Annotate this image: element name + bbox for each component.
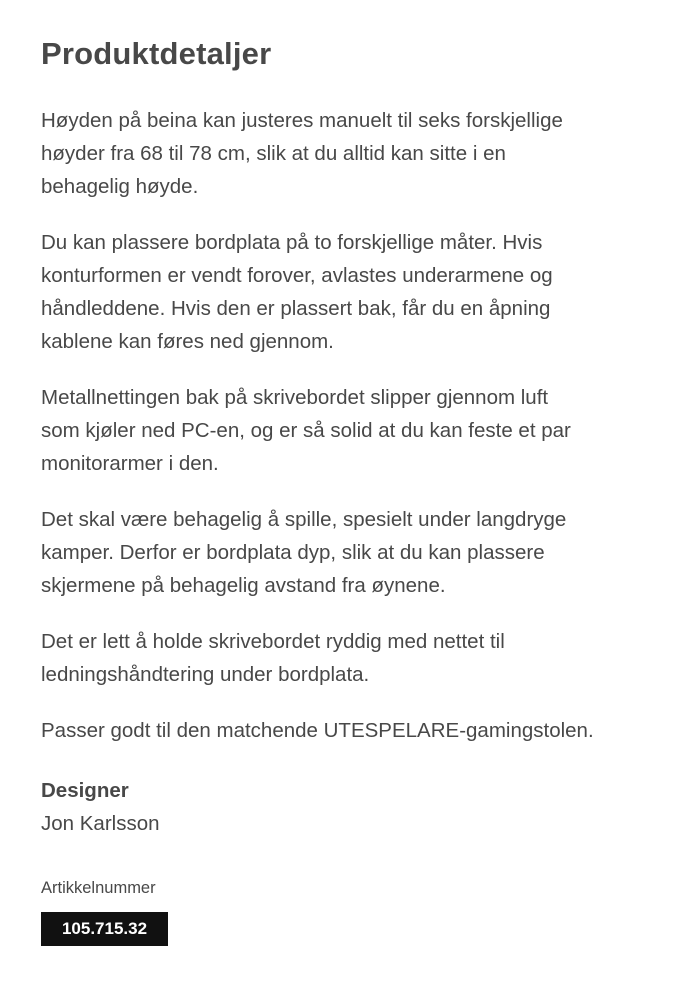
description-paragraph xyxy=(41,714,594,747)
paragraph-line: kamper. Derfor er bordplata dyp, slik at du kan plassere xyxy=(41,541,545,564)
designer-name: Jon Karlsson xyxy=(41,812,160,835)
paragraph-line: ledningshåndtering under bordplata. xyxy=(41,663,370,686)
description-paragraph xyxy=(41,503,594,602)
paragraph-line: Passer godt til den matchende UTESPELARE-gamingstolen. xyxy=(41,719,594,742)
description-paragraph xyxy=(41,226,594,358)
paragraph-line: monitorarmer i den. xyxy=(41,452,219,475)
paragraph-line: som kjøler ned PC-en, og er så solid at du kan feste et par xyxy=(41,419,571,442)
paragraph-line: høyder fra 68 til 78 cm, slik at du alltid kan sitte i en xyxy=(41,142,506,165)
paragraph-line: skjermene på behagelig avstand fra øynene. xyxy=(41,574,446,597)
description-paragraph xyxy=(41,625,594,691)
paragraph-line: konturformen er vendt forover, avlastes underarmene og xyxy=(41,264,553,287)
paragraph-line: Høyden på beina kan justeres manuelt til seks forskjellige xyxy=(41,109,563,132)
designer-label: Designer xyxy=(41,779,129,802)
page-title: Produktdetaljer xyxy=(41,36,272,71)
paragraph-line: Det er lett å holde skrivebordet ryddig med nettet til xyxy=(41,630,505,653)
article-number-badge: 105.715.32 xyxy=(41,912,168,946)
description-paragraph xyxy=(41,104,594,203)
paragraph-line: kablene kan føres ned gjennom. xyxy=(41,330,334,353)
paragraph-line: håndleddene. Hvis den er plassert bak, får du en åpning xyxy=(41,297,551,320)
paragraph-line: Du kan plassere bordplata på to forskjellige måter. Hvis xyxy=(41,231,543,254)
article-number-label: Artikkelnummer xyxy=(41,879,156,897)
paragraph-line: Metallnettingen bak på skrivebordet slipper gjennom luft xyxy=(41,386,549,409)
paragraph-line: behagelig høyde. xyxy=(41,175,199,198)
paragraph-line: Det skal være behagelig å spille, spesielt under langdryge xyxy=(41,508,567,531)
description xyxy=(41,104,594,770)
description-paragraph xyxy=(41,381,594,480)
